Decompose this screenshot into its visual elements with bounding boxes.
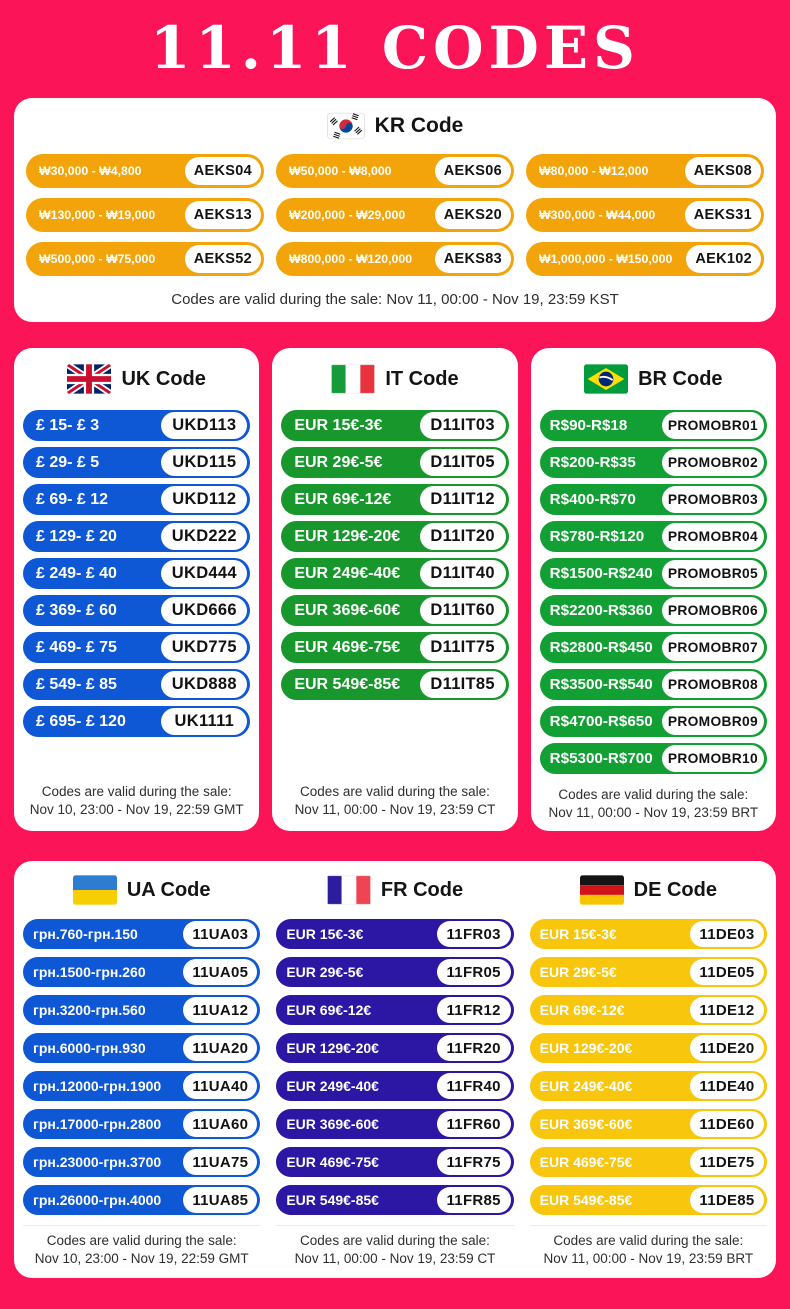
discount-amount: R$1500-R$240 bbox=[549, 565, 653, 582]
promo-code-pill bbox=[540, 632, 767, 663]
it-code-card bbox=[272, 348, 517, 831]
de-card-header bbox=[530, 875, 767, 905]
promo-code: 11UA12 bbox=[183, 997, 257, 1023]
promo-code-pill bbox=[530, 1109, 767, 1139]
discount-amount: ₩200,000 - ₩29,000 bbox=[289, 208, 406, 222]
validity-line-1: Codes are valid during the sale: bbox=[300, 1232, 490, 1248]
promo-code-pill bbox=[281, 558, 508, 589]
discount-amount: EUR 249€-40€ bbox=[294, 564, 401, 582]
promo-code: UKD115 bbox=[161, 449, 247, 476]
promo-code-pill bbox=[23, 1033, 260, 1063]
promo-code-pill bbox=[530, 1071, 767, 1101]
promo-code-pill bbox=[276, 919, 513, 949]
promo-code-pill bbox=[23, 1147, 260, 1177]
promo-code: UKD888 bbox=[161, 671, 247, 698]
promo-code: 11DE03 bbox=[690, 921, 764, 947]
promo-code: D11IT05 bbox=[420, 449, 506, 476]
promo-code: UKD666 bbox=[161, 597, 247, 624]
promo-code-pill bbox=[281, 521, 508, 552]
discount-amount: EUR 29€-5€ bbox=[294, 453, 383, 471]
promo-code-pill bbox=[276, 1071, 513, 1101]
discount-amount: £ 369- £ 60 bbox=[36, 601, 117, 619]
discount-amount: EUR 15€-3€ bbox=[286, 926, 364, 942]
promo-code: D11IT75 bbox=[420, 634, 506, 661]
promo-code: AEK102 bbox=[686, 245, 761, 273]
it-card-title: IT Code bbox=[385, 367, 459, 390]
it-validity-text bbox=[281, 777, 508, 819]
promo-code-pill bbox=[26, 198, 264, 232]
promo-code-pill bbox=[540, 743, 767, 774]
promo-code: 11UA60 bbox=[183, 1111, 257, 1137]
discount-amount: EUR 469€-75€ bbox=[286, 1154, 379, 1170]
promo-code-pill bbox=[23, 919, 260, 949]
discount-amount: EUR 549€-85€ bbox=[539, 1192, 633, 1208]
discount-amount: ₩800,000 - ₩120,000 bbox=[289, 252, 413, 266]
promo-code: PROMOBR02 bbox=[662, 449, 764, 476]
discount-amount: EUR 249€-40€ bbox=[286, 1078, 379, 1094]
promo-code-pill bbox=[530, 1033, 767, 1063]
promo-code-pill bbox=[276, 1147, 513, 1177]
br-code-card bbox=[531, 348, 776, 831]
promo-code: PROMOBR10 bbox=[662, 745, 764, 772]
br-flag-icon bbox=[584, 364, 628, 394]
discount-amount: грн.760-грн.150 bbox=[33, 926, 138, 942]
promo-code: 11FR12 bbox=[437, 997, 511, 1023]
promo-code: 11DE85 bbox=[690, 1187, 764, 1213]
promo-code: 11UA20 bbox=[183, 1035, 257, 1061]
de-card-title: DE Code bbox=[633, 878, 717, 901]
promo-code: PROMOBR07 bbox=[662, 634, 764, 661]
country-columns-card bbox=[14, 861, 776, 1278]
promo-code-pill bbox=[23, 706, 250, 737]
it-flag-icon bbox=[331, 364, 375, 394]
fr-validity-text bbox=[276, 1225, 513, 1268]
uk-flag-icon bbox=[67, 364, 111, 394]
country-cards-row bbox=[14, 348, 776, 831]
it-card-header bbox=[281, 364, 508, 394]
promo-code-pill bbox=[281, 410, 508, 441]
promo-code: D11IT60 bbox=[420, 597, 506, 624]
discount-amount: R$5300-R$700 bbox=[549, 750, 653, 767]
promo-code: 11FR05 bbox=[437, 959, 511, 985]
promo-code-pill bbox=[23, 447, 250, 478]
discount-amount: EUR 369€-60€ bbox=[294, 601, 401, 619]
discount-amount: EUR 69€-12€ bbox=[539, 1002, 625, 1018]
discount-amount: ₩1,000,000 - ₩150,000 bbox=[539, 252, 673, 266]
promo-code-pill bbox=[540, 669, 767, 700]
promo-code-pill bbox=[23, 521, 250, 552]
promo-code: 11UA40 bbox=[183, 1073, 257, 1099]
ua-flag-icon bbox=[73, 875, 117, 905]
promo-code-pill bbox=[23, 484, 250, 515]
promo-code: 11FR20 bbox=[437, 1035, 511, 1061]
promo-code: 11DE40 bbox=[690, 1073, 764, 1099]
validity-line-2: Nov 11, 00:00 - Nov 19, 23:59 CT bbox=[294, 801, 496, 817]
discount-amount: ₩50,000 - ₩8,000 bbox=[289, 164, 392, 178]
ua-card-title: UA Code bbox=[126, 878, 211, 901]
discount-amount: £ 249- £ 40 bbox=[36, 564, 117, 582]
promo-code-pill bbox=[23, 957, 260, 987]
ua-code-column bbox=[20, 875, 263, 1268]
ua-card-header bbox=[23, 875, 260, 905]
discount-amount: £ 549- £ 85 bbox=[36, 675, 117, 693]
fr-code-list bbox=[276, 919, 513, 1223]
promo-code-pill bbox=[281, 447, 508, 478]
promo-code-pill bbox=[276, 1033, 513, 1063]
promo-code: 11DE75 bbox=[690, 1149, 764, 1175]
discount-amount: EUR 129€-20€ bbox=[294, 527, 401, 545]
promo-code: PROMOBR08 bbox=[662, 671, 764, 698]
discount-amount: R$200-R$35 bbox=[549, 454, 636, 471]
uk-card-title: UK Code bbox=[121, 367, 206, 390]
discount-amount: ₩80,000 - ₩12,000 bbox=[539, 164, 649, 178]
discount-amount: ₩500,000 - ₩75,000 bbox=[39, 252, 156, 266]
promo-code: UKD113 bbox=[161, 412, 247, 439]
promo-code: PROMOBR05 bbox=[662, 560, 764, 587]
validity-line-2: Nov 10, 23:00 - Nov 19, 22:59 GMT bbox=[29, 801, 244, 817]
promo-code: 11UA03 bbox=[183, 921, 257, 947]
promo-code-pill bbox=[540, 706, 767, 737]
discount-amount: R$4700-R$650 bbox=[549, 713, 653, 730]
discount-amount: EUR 369€-60€ bbox=[286, 1116, 379, 1132]
promo-code: AEKS52 bbox=[185, 245, 261, 273]
discount-amount: грн.26000-грн.4000 bbox=[33, 1192, 162, 1208]
promo-code: D11IT03 bbox=[420, 412, 506, 439]
discount-amount: £ 695- £ 120 bbox=[36, 712, 126, 730]
promo-code: AEKS31 bbox=[685, 201, 761, 229]
discount-amount: R$90-R$18 bbox=[549, 417, 628, 434]
discount-amount: грн.17000-грн.2800 bbox=[33, 1116, 162, 1132]
promo-code-pill bbox=[540, 410, 767, 441]
uk-validity-text bbox=[23, 777, 250, 819]
promo-code: 11FR85 bbox=[437, 1187, 511, 1213]
promo-code-pill bbox=[530, 1185, 767, 1215]
br-validity-text bbox=[540, 780, 767, 822]
promo-code: 11FR03 bbox=[437, 921, 511, 947]
discount-amount: R$2200-R$360 bbox=[549, 602, 653, 619]
promo-code: D11IT20 bbox=[420, 523, 506, 550]
discount-amount: EUR 69€-12€ bbox=[286, 1002, 372, 1018]
validity-line-1: Codes are valid during the sale: bbox=[300, 783, 490, 799]
discount-amount: EUR 369€-60€ bbox=[539, 1116, 633, 1132]
discount-amount: EUR 15€-3€ bbox=[294, 416, 383, 434]
discount-amount: EUR 15€-3€ bbox=[539, 926, 617, 942]
fr-flag-icon bbox=[327, 875, 371, 905]
promo-code: 11DE20 bbox=[690, 1035, 764, 1061]
promo-code-pill bbox=[276, 995, 513, 1025]
discount-amount: EUR 469€-75€ bbox=[539, 1154, 633, 1170]
promo-code: 11DE05 bbox=[690, 959, 764, 985]
discount-amount: £ 469- £ 75 bbox=[36, 638, 117, 656]
de-code-column bbox=[527, 875, 770, 1268]
promo-code-pill bbox=[540, 558, 767, 589]
promo-code-pill bbox=[276, 198, 514, 232]
promo-code-pill bbox=[281, 632, 508, 663]
promo-code-pill bbox=[23, 595, 250, 626]
promo-code: AEKS06 bbox=[435, 157, 511, 185]
discount-amount: EUR 249€-40€ bbox=[539, 1078, 633, 1094]
discount-amount: EUR 69€-12€ bbox=[294, 490, 392, 508]
promo-code: PROMOBR03 bbox=[662, 486, 764, 513]
validity-line-1: Codes are valid during the sale: bbox=[41, 783, 232, 799]
discount-amount: R$2800-R$450 bbox=[549, 639, 653, 656]
promo-code: UKD775 bbox=[161, 634, 247, 661]
validity-line-1: Codes are valid during the sale: bbox=[46, 1232, 237, 1248]
promo-code-pill bbox=[23, 1109, 260, 1139]
discount-amount: EUR 469€-75€ bbox=[294, 638, 401, 656]
kr-code-list bbox=[26, 154, 764, 276]
discount-amount: EUR 549€-85€ bbox=[286, 1192, 379, 1208]
discount-amount: £ 129- £ 20 bbox=[36, 527, 117, 545]
promo-code: UK1111 bbox=[161, 708, 247, 735]
promo-code-pill bbox=[23, 669, 250, 700]
kr-card-title: KR Code bbox=[374, 114, 464, 137]
discount-amount: грн.6000-грн.930 bbox=[33, 1040, 146, 1056]
discount-amount: £ 29- £ 5 bbox=[36, 453, 100, 471]
kr-code-card bbox=[14, 98, 776, 322]
promo-code-pill bbox=[530, 919, 767, 949]
discount-amount: ₩30,000 - ₩4,800 bbox=[39, 164, 142, 178]
discount-amount: R$780-R$120 bbox=[549, 528, 645, 545]
promo-code: AEKS20 bbox=[435, 201, 511, 229]
br-code-list bbox=[540, 410, 767, 780]
uk-code-card bbox=[14, 348, 259, 831]
discount-amount: R$400-R$70 bbox=[549, 491, 636, 508]
promo-code: UKD444 bbox=[161, 560, 247, 587]
de-validity-text bbox=[530, 1225, 767, 1268]
promo-code: UKD112 bbox=[161, 486, 247, 513]
promo-code: AEKS08 bbox=[685, 157, 761, 185]
discount-amount: ₩300,000 - ₩44,000 bbox=[539, 208, 656, 222]
discount-amount: EUR 129€-20€ bbox=[286, 1040, 379, 1056]
discount-amount: грн.12000-грн.1900 bbox=[33, 1078, 162, 1094]
promo-code: 11UA85 bbox=[183, 1187, 257, 1213]
promo-code-pill bbox=[526, 154, 764, 188]
kr-flag-icon bbox=[327, 112, 365, 140]
validity-line-2: Nov 11, 00:00 - Nov 19, 23:59 BRT bbox=[543, 1250, 754, 1266]
discount-amount: грн.1500-грн.260 bbox=[33, 964, 146, 980]
promo-code-pill bbox=[26, 154, 264, 188]
discount-amount: грн.3200-грн.560 bbox=[33, 1002, 146, 1018]
promo-code: 11UA05 bbox=[183, 959, 257, 985]
promo-code-pill bbox=[281, 669, 508, 700]
promo-code-pill bbox=[276, 242, 514, 276]
promo-code: 11FR60 bbox=[437, 1111, 511, 1137]
discount-amount: R$3500-R$540 bbox=[549, 676, 653, 693]
promo-code-pill bbox=[540, 447, 767, 478]
discount-amount: £ 15- £ 3 bbox=[36, 416, 100, 434]
promo-code: 11FR75 bbox=[437, 1149, 511, 1175]
uk-card-header bbox=[23, 364, 250, 394]
it-code-list bbox=[281, 410, 508, 706]
br-card-title: BR Code bbox=[638, 367, 723, 390]
promo-code: PROMOBR01 bbox=[662, 412, 764, 439]
promo-code: D11IT40 bbox=[420, 560, 506, 587]
promo-code-pill bbox=[276, 154, 514, 188]
promo-code-pill bbox=[540, 595, 767, 626]
promo-code: UKD222 bbox=[161, 523, 247, 550]
validity-line-2: Nov 11, 00:00 - Nov 19, 23:59 BRT bbox=[548, 805, 759, 821]
discount-amount: EUR 129€-20€ bbox=[539, 1040, 633, 1056]
promo-code-pill bbox=[276, 1109, 513, 1139]
promo-code: PROMOBR09 bbox=[662, 708, 764, 735]
discount-amount: EUR 549€-85€ bbox=[294, 675, 401, 693]
promo-code: AEKS83 bbox=[435, 245, 511, 273]
promo-code-pill bbox=[276, 957, 513, 987]
promo-code: AEKS13 bbox=[185, 201, 261, 229]
page-title: 11.11 CODES bbox=[150, 14, 640, 82]
promo-code: D11IT85 bbox=[420, 671, 506, 698]
discount-amount: грн.23000-грн.3700 bbox=[33, 1154, 162, 1170]
promo-code: 11DE60 bbox=[690, 1111, 764, 1137]
promo-code-pill bbox=[281, 595, 508, 626]
br-card-header bbox=[540, 364, 767, 394]
discount-amount: ₩130,000 - ₩19,000 bbox=[39, 208, 156, 222]
promo-code: AEKS04 bbox=[185, 157, 261, 185]
validity-line-1: Codes are valid during the sale: bbox=[558, 787, 749, 802]
promo-code-pill bbox=[530, 957, 767, 987]
ua-validity-text bbox=[23, 1225, 260, 1268]
discount-amount: £ 69- £ 12 bbox=[36, 490, 109, 508]
promo-code: D11IT12 bbox=[420, 486, 506, 513]
promo-code-pill bbox=[23, 410, 250, 441]
promo-code-pill bbox=[526, 198, 764, 232]
fr-card-title: FR Code bbox=[380, 878, 464, 901]
promo-code-pill bbox=[23, 558, 250, 589]
promo-code-pill bbox=[23, 1071, 260, 1101]
validity-line-1: Codes are valid during the sale: bbox=[553, 1232, 744, 1248]
promo-code-pill bbox=[530, 1147, 767, 1177]
promo-code: PROMOBR04 bbox=[662, 523, 764, 550]
promo-code-pill bbox=[281, 484, 508, 515]
discount-amount: EUR 29€-5€ bbox=[539, 964, 617, 980]
validity-line-2: Nov 11, 00:00 - Nov 19, 23:59 CT bbox=[294, 1250, 496, 1266]
promo-code-pill bbox=[526, 242, 764, 276]
promo-code: 11FR40 bbox=[437, 1073, 511, 1099]
promo-code-pill bbox=[540, 484, 767, 515]
de-flag-icon bbox=[580, 875, 624, 905]
promo-code-pill bbox=[276, 1185, 513, 1215]
promo-code-pill bbox=[26, 242, 264, 276]
kr-validity-text: Codes are valid during the sale: Nov 11, 00:00 - Nov 19, 23:59 KST bbox=[171, 291, 619, 308]
promo-code-pill bbox=[530, 995, 767, 1025]
kr-card-header bbox=[26, 112, 764, 140]
fr-card-header bbox=[276, 875, 513, 905]
promo-code-pill bbox=[23, 995, 260, 1025]
promo-code-pill bbox=[23, 1185, 260, 1215]
promo-code: 11UA75 bbox=[183, 1149, 257, 1175]
promo-code-pill bbox=[23, 632, 250, 663]
de-code-list bbox=[530, 919, 767, 1223]
discount-amount: EUR 29€-5€ bbox=[286, 964, 364, 980]
validity-line-2: Nov 10, 23:00 - Nov 19, 22:59 GMT bbox=[34, 1250, 249, 1266]
promo-code: PROMOBR06 bbox=[662, 597, 764, 624]
promo-code: 11DE12 bbox=[690, 997, 764, 1023]
ua-code-list bbox=[23, 919, 260, 1223]
fr-code-column bbox=[273, 875, 516, 1268]
promo-code-pill bbox=[540, 521, 767, 552]
uk-code-list bbox=[23, 410, 250, 743]
